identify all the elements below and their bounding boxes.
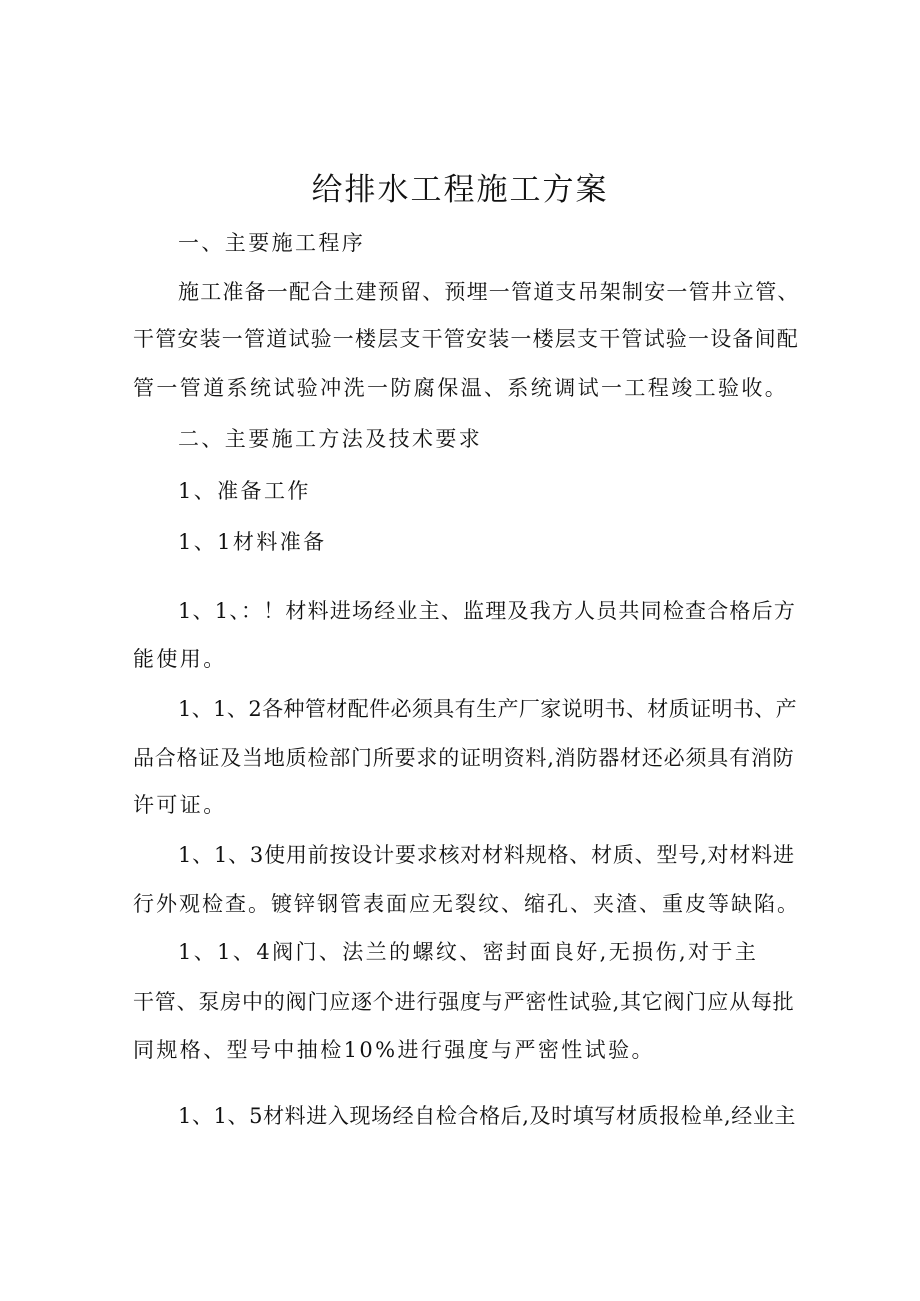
section-heading-methods: 二、主要施工方法及技术要求 (178, 427, 483, 451)
paragraph-line: 能使用。 (133, 647, 227, 671)
paragraph-line: 管一管道系统试验冲洗一防腐保温、系统调试一工程竣工验收。 (133, 376, 789, 400)
paragraph-line: 行外观检查。镀锌钢管表面应无裂纹、缩孔、夹渣、重皮等缺陷。 (133, 892, 800, 916)
paragraph-line: 1、1、3使用前按设计要求核对材料规格、材质、型号,对材料进 (178, 843, 795, 867)
subsection-heading: 1、准备工作 (178, 479, 311, 503)
paragraph-line: 1、1、：！材料进场经业主、监理及我方人员共同检查合格后方 (178, 599, 797, 623)
paragraph-line: 干管、泵房中的阀门应逐个进行强度与严密性试验,其它阀门应从每批 (133, 990, 795, 1014)
subsection-heading: 1、1材料准备 (178, 530, 327, 554)
paragraph-line: 施工准备一配合土建预留、预埋一管道支吊架制安一管井立管、 (178, 280, 800, 304)
paragraph-line: 许可证。 (133, 793, 227, 817)
section-heading-procedure: 一、主要施工程序 (178, 231, 366, 255)
paragraph-line: 同规格、型号中抽检10%进行强度与严密性试验。 (133, 1038, 655, 1062)
document-title: 给排水工程施工方案 (311, 172, 609, 208)
paragraph-line: 品合格证及当地质检部门所要求的证明资料,消防器材还必须具有消防 (133, 746, 795, 770)
paragraph-line: 干管安装一管道试验一楼层支干管安装一楼层支干管试验一设备间配 (133, 327, 799, 351)
paragraph-line: 1、1、4阀门、法兰的螺纹、密封面良好,无损伤,对于主 (178, 940, 759, 964)
paragraph-line: 1、1、2各种管材配件必须具有生产厂家说明书、材质证明书、产 (178, 697, 798, 721)
paragraph-line: 1、1、5材料进入现场经自检合格后,及时填写材质报检单,经业主 (178, 1104, 797, 1128)
